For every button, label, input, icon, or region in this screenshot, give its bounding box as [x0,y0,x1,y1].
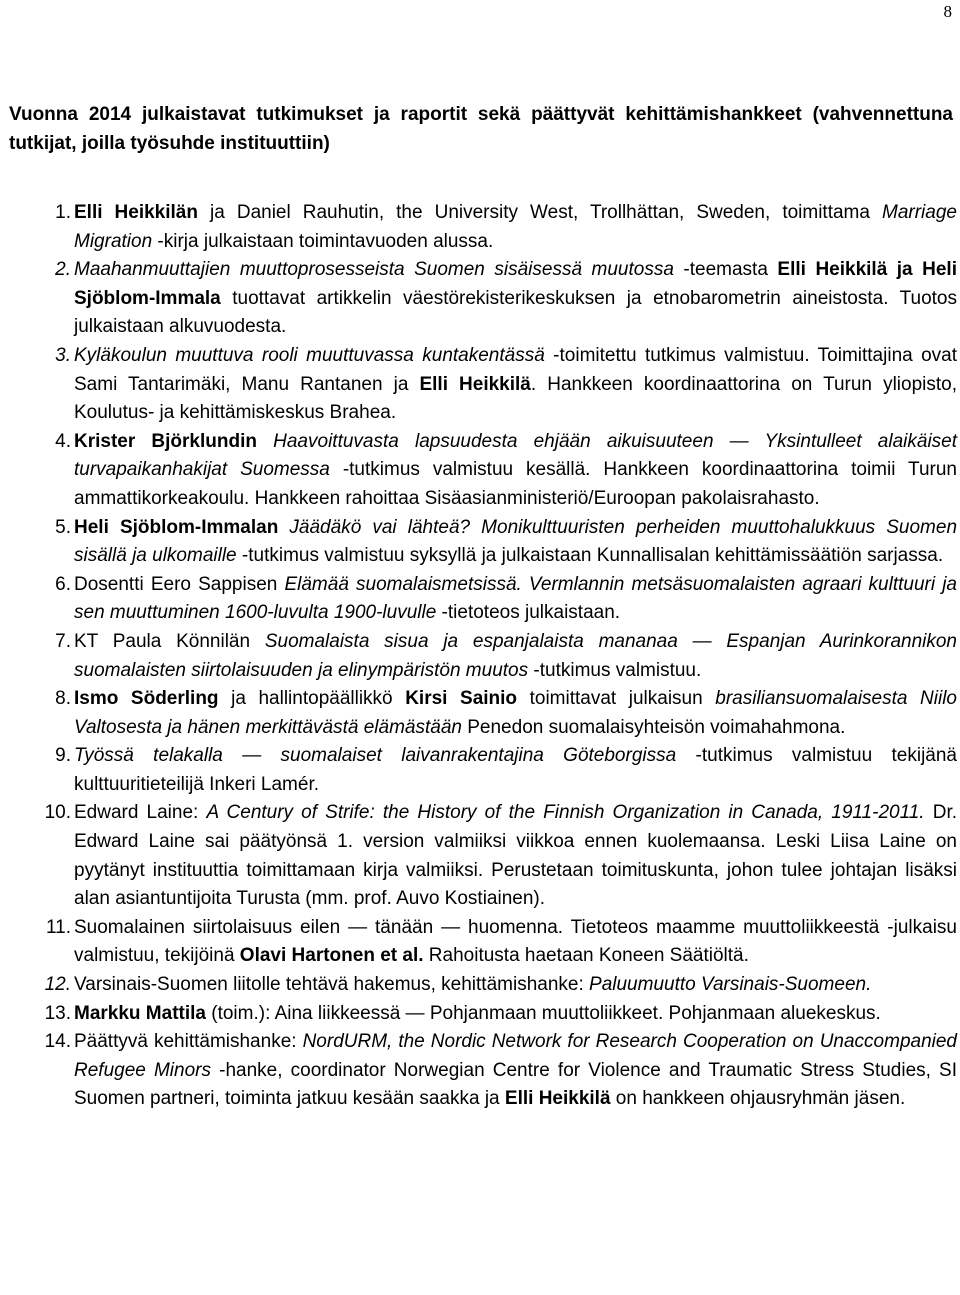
section-heading: Vuonna 2014 julkaistavat tutkimukset ja raportit sekä päättyvät kehittämishankkeet (vahvennettuna tutkijat, joilla työsuhde instituuttiin) [9,104,953,154]
list-item [9,628,957,685]
item-text: Varsinais-Suomen liitolle tehtävä hakemus, kehittämishanke: [74,974,590,996]
item-text: -hanke, coordinator Norwegian Centre for Violence and Traumatic Stress Studies, SI Suomen partneri, toiminta jatkuu kesään saakka ja [74,1059,958,1110]
item-text: toimittavat julkaisun [517,688,716,710]
publication-list [9,199,957,1114]
item-text: -tietoteos julkaistaan. [436,602,621,624]
author-name: Kirsi Sainio [405,688,518,710]
work-title: Jäädäkö vai lähteä? Monikulttuuristen perheiden muuttohalukkuus Suomen sisällä ja ulkomaille [74,516,958,567]
list-item [9,571,957,628]
work-title: NordURM, the Nordic Network for Research Cooperation on Unaccompanied Refugee Minors [74,1031,957,1081]
work-title: Maahanmuuttajien muuttoprosesseista Suomen sisäisessä muutossa [74,259,674,281]
list-item [9,742,957,799]
item-number: 3. [55,344,71,366]
item-text: -kirja julkaistaan toimintavuoden alussa. [152,230,494,252]
item-number: 9. [55,745,71,767]
author-name: Ismo Söderling [74,688,219,710]
list-item [9,428,957,514]
list-item [9,685,957,742]
work-title: Paluumuutto Varsinais-Suomeen. [589,974,872,996]
work-title: Työssä telakalla — suomalaiset laivanrakentajina Göteborgissa [74,745,677,767]
page-number: 8 [943,2,952,21]
item-number: 13. [44,1002,71,1024]
list-item [9,256,957,342]
item-text: Päättyvä kehittämishanke: [74,1031,303,1053]
work-title: Kyläkoulun muuttuva rooli muuttuvassa kuntakentässä [74,344,545,366]
item-text: KT Paula Könnilän [74,630,265,652]
list-item [9,1028,957,1114]
work-title: Haavoittuvasta lapsuudesta ehjään aikuisuuteen — Yksintulleet alaikäiset turvapaikanhakijat Suomessa [74,430,958,481]
item-text: -tutkimus valmistuu tekijänä kulttuuritieteilijä Inkeri Lamér. [74,745,957,795]
work-title: Suomalaista sisua ja espanjalaista mananaa — Espanjan Aurinkorannikon suomalaisten siirtolaisuuden ja elinympäristön muutos [74,630,957,681]
item-text: -tutkimus valmistuu syksyllä ja julkaistaan Kunnallisalan kehittämissäätiön sarjassa. [236,545,944,567]
item-number: 6. [55,573,71,595]
item-text: Suomalainen siirtolaisuus eilen — tänään — huomenna. Tietoteos maamme muuttoliikkeestä -julkaisu valmistuu, tekijöinä [74,916,957,967]
item-number: 2. [55,259,71,281]
item-text: Dr. Edward Laine sai päätyönsä 1. version valmiiksi viikkoa ennen kuolemaansa. Leski Liisa Laine on pyytänyt instituuttia toimittamaan kirja valmiiksi. Perustetaan toimituskunta, johon tulee johtajan lisäksi alan asiantuntijoita Turusta (mm. prof. Auvo Kostiainen). [74,802,957,910]
list-item [9,1000,957,1029]
author-name: Olavi Hartonen et al. [239,945,424,967]
work-title: Marriage Migration [74,202,957,252]
item-number: 7. [55,630,71,652]
work-title: A Century of Strife: the History of the Finnish Organization in Canada, 1911-2011. [206,802,925,824]
item-text [278,517,289,538]
item-text: -tutkimus valmistuu kesällä. Hankkeen koordinaattorina toimii Turun ammattikorkeakoulu. Hankkeen rahoittaa Sisäasianministeriö/Euroopan pakolaisrahasto. [74,459,957,509]
item-text: Penedon suomalaisyhteisön voimahahmona. [461,716,846,738]
item-number: 10. [44,802,71,824]
author-name: Elli Heikkilä ja Heli Sjöblom-Immala [74,259,957,309]
work-title: Elämää suomalaismetsissä. Vermlannin metsäsuomalaisten agraari kulttuuri ja sen muuttuminen 1600-luvulta 1900-luvulle [74,573,958,624]
author-name: Markku Mattila [74,1002,206,1024]
item-text: -teemasta [673,259,778,281]
item-text: -toimitettu tutkimus valmistuu. Toimittajina ovat Sami Tantarimäki, Manu Rantanen ja [74,344,957,395]
list-item [9,799,957,913]
item-text [257,431,273,452]
item-number: 12. [44,974,71,996]
author-name: Elli Heikkilä [504,1088,611,1110]
item-text: Rahoitusta haetaan Koneen Säätiöltä. [423,945,749,967]
item-number: 4. [55,430,71,452]
item-text: (toim.): Aina liikkeessä — Pohjanmaan muuttoliikkeet. Pohjanmaan aluekeskus. [205,1002,881,1024]
item-text: . Hankkeen koordinaattorina on Turun yliopisto, Koulutus- ja kehittämiskeskus Brahea. [74,373,957,424]
item-text: ja Daniel Rauhutin, the University West, Trollhättan, Sweden, toimittama [197,202,882,223]
item-number: 14. [44,1031,71,1053]
list-item [9,914,957,971]
item-number: 11. [45,916,71,938]
list-item [9,971,957,1000]
item-number: 5. [55,516,71,538]
item-number: 1. [55,202,71,223]
list-item [9,514,957,571]
item-number: 8. [55,688,71,710]
list-item [9,342,957,428]
item-text: -tutkimus valmistuu. [528,659,702,681]
author-name: Heli Sjöblom-Immalan [74,516,279,538]
item-text: ja hallintopäällikkö [218,688,406,710]
item-text: Dosentti Eero Sappisen [74,573,285,595]
item-text: tuottavat artikkelin väestörekisterikeskuksen ja etnobarometrin aineistosta. Tuotos julkaistaan alkuvuodesta. [74,287,957,338]
work-title: brasiliansuomalaisesta Niilo Valtosesta ja hänen merkittävästä elämästään [74,688,957,738]
author-name: Elli Heikkilä [419,373,531,395]
item-text: on hankkeen ohjausryhmän jäsen. [610,1088,906,1110]
item-text: Edward Laine: [74,802,207,824]
list-item [9,199,957,256]
author-name: Elli Heikkilän [74,202,198,223]
author-name: Krister Björklundin [74,430,257,452]
